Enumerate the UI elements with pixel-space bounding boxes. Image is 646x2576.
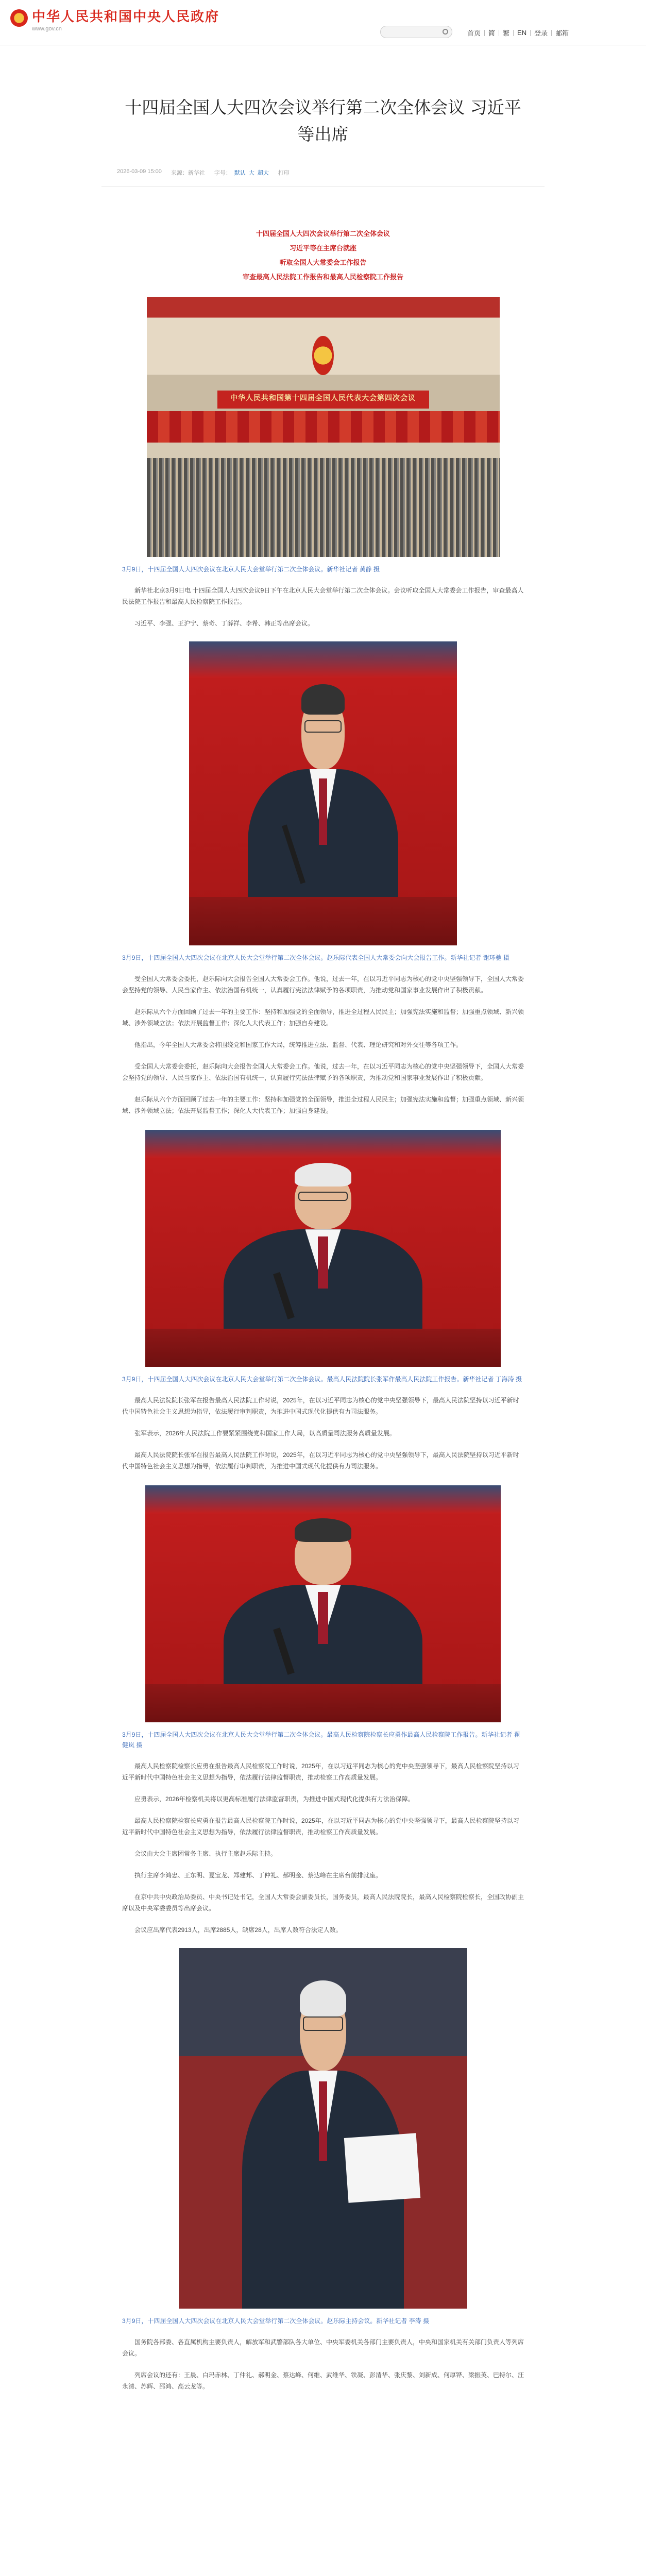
- paragraph: 赵乐际从六个方面回顾了过去一年的主要工作：坚持和加强党的全面领导，推进全过程人民民主；加强宪法实施和监督；加强重点领域、新兴领域、涉外领域立法；依法开展监督工作；深化人大代表工作；加强自身建设。: [122, 1008, 524, 1027]
- hall-banner: 中华人民共和国第十四届全国人民代表大会第四次会议: [217, 391, 429, 409]
- font-size-large[interactable]: 大: [248, 170, 254, 176]
- photo-speaker: [145, 1130, 501, 1367]
- search-icon[interactable]: [443, 29, 448, 35]
- site-url: www.gov.cn: [32, 26, 62, 32]
- paragraph: 最高人民检察院检察长应勇在报告最高人民检察院工作时说，2025年，在以习近平同志为核心的党中央坚强领导下，最高人民检察院坚持以习近平新时代中国特色社会主义思想为指导，依法履行法律监督职责，推动检察工作高质量发展。: [122, 1762, 519, 1781]
- paragraph: 他指出，今年全国人大常委会将围绕党和国家工作大局，统筹推进立法、监督、代表、理论研究和对外交往等各项工作。: [134, 1041, 463, 1048]
- speaker-tie: [318, 1236, 329, 1289]
- hall-emblem-icon: [312, 336, 333, 375]
- background-gradient: [145, 1130, 501, 1158]
- article-title: 十四届全国人大四次会议举行第二次全体会议 习近平等出席: [125, 97, 521, 144]
- photo-caption: 3月9日，十四届全国人大四次会议在北京人民大会堂举行第二次全体会议。新华社记者 黄静 摄: [122, 566, 380, 573]
- podium-desk: [189, 897, 457, 945]
- background-gradient: [145, 1485, 501, 1514]
- speaker-tie: [318, 1592, 329, 1644]
- article-source: 来源：新华社: [171, 170, 205, 176]
- paragraph: 张军表示，2026年人民法院工作要紧紧围绕党和国家工作大局，以高质量司法服务高质量发展。: [134, 1430, 396, 1437]
- paragraph: 最高人民法院院长张军在报告最高人民法院工作时说，2025年，在以习近平同志为核心的党中央坚强领导下，最高人民法院坚持以习近平新时代中国特色社会主义思想为指导，依法履行审判职责，为推进中国式现代化提供有力司法服务。: [122, 1451, 519, 1470]
- background-gradient: [189, 641, 457, 678]
- paragraph: 赵乐际从六个方面回顾了过去一年的主要工作：坚持和加强党的全面领导，推进全过程人民民主；加强宪法实施和监督；加强重点领域、新兴领域、涉外领域立法；依法开展监督工作；深化人大代表工作；加强自身建设。: [122, 1096, 524, 1114]
- nav-home[interactable]: 首页: [467, 29, 481, 37]
- nav-english[interactable]: EN: [517, 29, 527, 37]
- speaker-glasses: [303, 2016, 343, 2031]
- paragraph: 最高人民法院院长张军在报告最高人民法院工作时说，2025年，在以习近平同志为核心的党中央坚强领导下，最高人民法院坚持以习近平新时代中国特色社会主义思想为指导，依法履行审判职责，为推进中国式现代化提供有力司法服务。: [122, 1397, 519, 1415]
- nav-mail[interactable]: 邮箱: [555, 29, 569, 37]
- speaker-hair: [295, 1163, 351, 1187]
- paragraph: 习近平、李强、王沪宁、蔡奇、丁薛祥、李希、韩正等出席会议。: [134, 620, 314, 627]
- headline: 听取全国人大常委会工作报告: [279, 259, 367, 266]
- stage-flags: [147, 411, 500, 443]
- nav-traditional[interactable]: 繁: [503, 29, 510, 37]
- headline: 审查最高人民法院工作报告和最高人民检察院工作报告: [242, 273, 403, 281]
- headline: 习近平等在主席台就座: [289, 244, 356, 252]
- paragraph: 应勇表示，2026年检察机关将以更高标准履行法律监督职责，为推进中国式现代化提供有力法治保障。: [134, 1795, 414, 1803]
- paragraph: 会议应出席代表2913人，出席2885人，缺席28人，出席人数符合法定人数。: [134, 1926, 342, 1934]
- photo-caption: 3月9日，十四届全国人大四次会议在北京人民大会堂举行第二次全体会议。最高人民法院院长张军作最高人民法院工作报告。新华社记者 丁海涛 摄: [122, 1376, 522, 1383]
- paragraph: 会议由大会主席团常务主席、执行主席赵乐际主持。: [134, 1850, 277, 1857]
- article-headlines: [101, 227, 545, 284]
- photo-speaker: [145, 1485, 501, 1722]
- nav-login[interactable]: 登录: [534, 29, 548, 37]
- photo-speaker: [189, 641, 457, 945]
- paragraph: 在京中共中央政治局委员、中央书记处书记，全国人大常委会副委员长，国务委员，最高人民法院院长，最高人民检察院检察长，全国政协副主席以及中央军委委员等出席会议。: [122, 1893, 524, 1912]
- photo-great-hall: [147, 297, 500, 557]
- paragraph: 执行主席李鸿忠、王东明、夏宝龙、郑建邦、丁仲礼、郝明金、蔡达峰在主席台前排就座。: [134, 1872, 382, 1879]
- search-input[interactable]: [380, 26, 452, 38]
- paragraph: 新华社北京3月9日电 十四届全国人大四次会议9日下午在北京人民大会堂举行第二次全体会议。会议听取全国人大常委会工作报告，审查最高人民法院工作报告和最高人民检察院工作报告。: [122, 587, 524, 605]
- speaker-tie: [319, 2081, 328, 2161]
- photo-speaker-standing: [179, 1948, 467, 2309]
- headline: 十四届全国人大四次会议举行第二次全体会议: [256, 230, 390, 238]
- delegates-crowd: [147, 458, 500, 557]
- national-emblem-icon: [10, 9, 28, 27]
- photo-caption: 3月9日，十四届全国人大四次会议在北京人民大会堂举行第二次全体会议。赵乐际主持会议。新华社记者 李涛 摄: [122, 2317, 430, 2325]
- font-size-default[interactable]: 默认: [234, 170, 246, 176]
- paragraph: 最高人民检察院检察长应勇在报告最高人民检察院工作时说，2025年，在以习近平同志为核心的党中央坚强领导下，最高人民检察院坚持以习近平新时代中国特色社会主义思想为指导，依法履行法律监督职责，推动检察工作高质量发展。: [122, 1817, 519, 1836]
- divider: [101, 186, 545, 187]
- site-header: [0, 0, 646, 45]
- article: [101, 94, 545, 2392]
- paragraph: 列席会议的还有：王晨、白玛赤林、丁仲礼、郝明金、蔡达峰、何维、武维华、铁凝、彭清华、张庆黎、刘新成、何厚铧、梁振英、巴特尔、汪永清、苏辉、邵鸿、高云龙等。: [122, 2371, 524, 2390]
- paragraph: 受全国人大常委会委托，赵乐际向大会报告全国人大常委会工作。他说，过去一年，在以习近平同志为核心的党中央坚强领导下，全国人大常委会坚持党的领导、人民当家作主、依法治国有机统一，认真履行宪法法律赋予的各项职责，为推动党和国家事业发展作出了积极贡献。: [122, 975, 524, 994]
- speaker-tie: [319, 778, 327, 845]
- photo-caption: 3月9日，十四届全国人大四次会议在北京人民大会堂举行第二次全体会议。最高人民检察院检察长应勇作最高人民检察院工作报告。新华社记者 翟健岚 摄: [122, 1731, 520, 1749]
- top-nav: [464, 28, 572, 38]
- podium-desk: [145, 1684, 501, 1722]
- speaker-glasses: [304, 720, 342, 733]
- speaker-hair: [300, 1980, 346, 2016]
- speaker-hair: [301, 684, 344, 715]
- photo-caption: 3月9日，十四届全国人大四次会议在北京人民大会堂举行第二次全体会议。赵乐际代表全国人大常委会向大会报告工作。新华社记者 谢环驰 摄: [122, 954, 510, 961]
- paragraph: 国务院各部委、各直属机构主要负责人，解放军和武警部队各大单位、中央军委机关各部门主要负责人，中央和国家机关有关部门负责人等列席会议。: [122, 2338, 524, 2357]
- font-size-xlarge[interactable]: 超大: [257, 170, 269, 176]
- publish-date: 2026-03-09 15:00: [117, 168, 162, 175]
- speaker-hair: [295, 1518, 351, 1542]
- podium-desk: [145, 1329, 501, 1367]
- speaker-glasses: [298, 1192, 348, 1201]
- paragraph: 受全国人大常委会委托，赵乐际向大会报告全国人大常委会工作。他说，过去一年，在以习近平同志为核心的党中央坚强领导下，全国人大常委会坚持党的领导、人民当家作主、依法治国有机统一，认真履行宪法法律赋予的各项职责，为推动党和国家事业发展作出了积极贡献。: [122, 1063, 524, 1081]
- speech-paper: [344, 2133, 420, 2202]
- print-link[interactable]: 打印: [278, 170, 290, 176]
- article-meta: [101, 168, 545, 177]
- site-name: 中华人民共和国中央人民政府: [32, 9, 220, 25]
- font-size-label: 字号：: [214, 170, 231, 176]
- font-size-options: [214, 168, 269, 177]
- site-logo[interactable]: [10, 9, 219, 32]
- nav-simplified[interactable]: 简: [488, 29, 496, 37]
